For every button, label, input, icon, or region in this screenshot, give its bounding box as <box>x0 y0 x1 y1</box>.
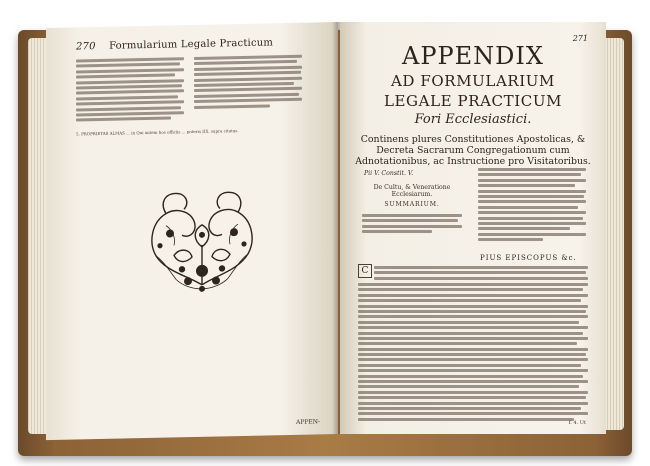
right-page-number: 271 <box>572 34 588 43</box>
title-line-2: AD FORMULARIUM <box>390 72 556 90</box>
appendix-subtitle: Continens plures Constitutiones Apostolicas, & Decreta Sacrarum Congregationum cum Adnotationibus, ac Instructione pro Visitatoribus. <box>355 134 591 167</box>
pius-episcopus-heading: PIUS EPISCOPUS &c. <box>480 254 577 262</box>
section-heading-line-2: Ecclesiarum. <box>391 191 433 198</box>
left-note-line: 5. PROPRIETAS ALMAS ... in Qui autem hos officiis ... poteris IIX. supra citatus. <box>76 128 239 137</box>
left-page-number: 270 <box>76 41 96 53</box>
left-text-column-2 <box>194 55 302 111</box>
section-heading-line-1: De Cultu, & Veneratione <box>373 184 451 191</box>
left-page <box>46 22 338 440</box>
body-text <box>358 283 588 423</box>
left-catchword: APPEN- <box>296 418 321 426</box>
drop-capital: C <box>358 264 372 278</box>
title-line-4: Fori Ecclesiastici. <box>414 112 532 127</box>
floral-ornament-icon <box>146 184 258 298</box>
section-heading <box>362 184 462 198</box>
appendix-title: APPENDIX <box>402 42 544 70</box>
title-line-3: LEGALE PRACTICUM <box>383 92 563 110</box>
summary-heading: SUMMARIUM. <box>384 201 440 208</box>
right-catchword: f. 4. Ut <box>568 420 586 426</box>
summary-column-right <box>478 168 586 243</box>
open-book <box>18 8 632 456</box>
left-running-title: Formularium Legale Practicum <box>109 37 274 52</box>
constitution-reference: Pii V. Constit. V. <box>364 170 414 177</box>
left-page-edges <box>28 38 48 434</box>
left-running-head <box>76 36 316 55</box>
left-text-column-1 <box>76 57 184 124</box>
body-text-top <box>374 266 588 282</box>
right-page <box>340 22 606 434</box>
summary-column-left <box>362 214 462 236</box>
